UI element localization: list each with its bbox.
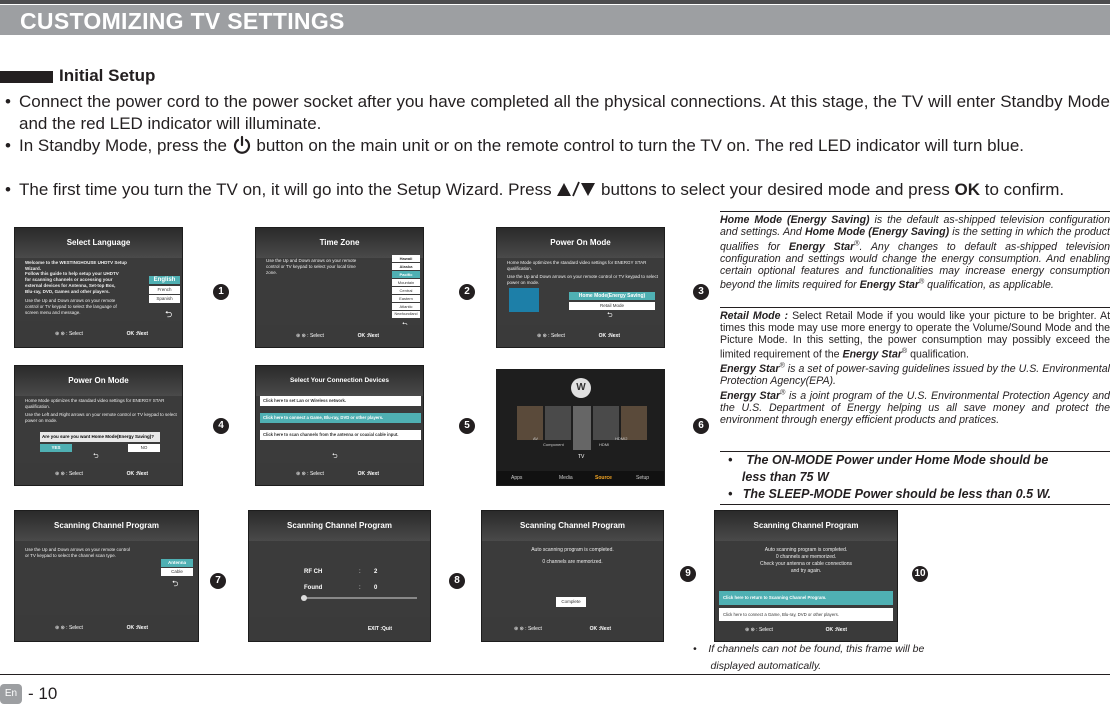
complete-button[interactable]: Complete xyxy=(556,597,586,607)
screen-title: Scanning Channel Program xyxy=(482,511,663,541)
screen-scanning-progress xyxy=(248,510,431,642)
home-menu-bar xyxy=(497,471,664,485)
tz-option[interactable]: Hawaii xyxy=(392,255,420,262)
option-retail-mode[interactable]: Retail Mode xyxy=(569,302,655,310)
screen-footer xyxy=(15,321,182,347)
no-channels-note: • If channels can not be found, this frame will be displayed automatically. xyxy=(693,643,925,672)
tz-option[interactable]: Central xyxy=(392,287,420,294)
header-bar xyxy=(0,5,1110,35)
step-number-9: 9 xyxy=(680,566,696,582)
tz-option[interactable]: Eastern xyxy=(392,295,420,302)
bullet-3 xyxy=(5,179,1110,201)
confirm-question: Are you sure you want Home Mode(Energy Saving)? xyxy=(40,432,160,442)
option-home-mode[interactable]: Home Mode(Energy Saving) xyxy=(569,292,655,300)
tz-option-selected[interactable]: Pacific xyxy=(392,271,420,278)
screen-text: Use the Left and Right arrows on your remote control or TV keypad to select power on mode. xyxy=(25,412,177,423)
screen-scan-no-channels xyxy=(714,510,898,642)
screen-footer: ⊛ ⊛ : Select OK :Next xyxy=(497,325,664,347)
option-network[interactable]: Click here to set Lan or Wireless network. xyxy=(260,396,421,406)
screen-title: Time Zone xyxy=(256,228,423,258)
menu-source[interactable]: Source xyxy=(595,475,612,481)
rf-channel-value: 2 xyxy=(374,569,378,575)
next-hint: OK :Next xyxy=(598,333,620,339)
option-cable[interactable]: Cable xyxy=(161,568,193,576)
source-label-hdmi[interactable]: HDMI xyxy=(599,442,610,447)
screen-power-on-mode-confirm xyxy=(14,365,183,486)
separator: : xyxy=(359,585,361,591)
screen-footer: ⊛ ⊛ : Select OK :Next xyxy=(15,463,182,485)
screen-source-menu xyxy=(496,369,665,486)
tz-option[interactable]: Mountain xyxy=(392,279,420,286)
screen-scan-type xyxy=(14,510,199,642)
source-label-hdmi2[interactable]: HDMI2 xyxy=(615,436,628,441)
screen-title: Scanning Channel Program xyxy=(15,511,198,541)
language-badge: En xyxy=(0,684,22,704)
page-number: - 10 xyxy=(28,684,58,703)
step-number-4: 4 xyxy=(213,418,229,434)
step-number-5: 5 xyxy=(459,418,475,434)
screen-text: Home Mode optimizes the standard video settings for ENERGY STAR qualification. xyxy=(25,398,165,409)
back-icon: ⮌ xyxy=(165,309,173,319)
screen-text: Use the Up and Down arrows on your remote control or TV keypad to select your local time zone. xyxy=(266,258,357,275)
screen-footer: ⊛ ⊛ : Select OK :Next xyxy=(256,463,423,485)
section-title: Initial Setup xyxy=(59,66,156,85)
screen-text: Home Mode optimizes the standard video settings for ENERGY STAR qualification. xyxy=(507,260,647,271)
option-english[interactable]: English xyxy=(149,276,180,284)
screen-connection-devices xyxy=(255,365,424,486)
found-value: 0 xyxy=(374,585,378,591)
bullet-1-text: Connect the power cord to the power socket after you have completed all the physical connections. At this stage, the TV will enter Standby Mode and the red LED indicator will illuminate. xyxy=(19,92,1110,133)
screen-text: Follow this guide to help setup your UHDTV for scanning channels or accessing your external devices for Antenna, Set-top Box, Blu-ray, DVD, Games and other players. xyxy=(25,271,119,294)
screen-power-on-mode xyxy=(496,227,665,348)
screen-time-zone xyxy=(255,227,424,348)
menu-apps[interactable]: Apps xyxy=(511,475,523,481)
top-rule xyxy=(0,0,1110,4)
bullet-2-text: In Standby Mode, press the button on the main unit or on the remote control to turn the TV on. The red LED indicator will turn blue. xyxy=(19,136,1025,155)
screen-select-language xyxy=(14,227,183,348)
bullet-3-text: The first time you turn the TV on, it will go into the Setup Wizard. Press buttons to select your desired mode and press OK to confirm. xyxy=(19,180,1065,199)
step-number-6: 6 xyxy=(693,418,709,434)
screen-text: Use the Up and Down arrows on your remote control or TV keypad to select the channel scan type. xyxy=(25,547,131,558)
source-card xyxy=(593,406,619,440)
footer-rule xyxy=(0,674,1110,675)
next-hint: OK :Next xyxy=(357,471,379,477)
scan-result-text: Auto scanning program is completed. 0 channels are memorized. Check your antenna or cable connections and try again. xyxy=(759,547,852,574)
source-label-tv[interactable]: TV xyxy=(578,454,585,460)
screen-title: Power On Mode xyxy=(497,228,664,258)
option-french[interactable]: French xyxy=(149,286,180,294)
screen-title: Select Language xyxy=(15,228,182,258)
scan-status: Auto scanning program is completed. xyxy=(531,547,614,553)
screen-scan-complete xyxy=(481,510,664,642)
tz-option[interactable]: Alaska xyxy=(392,263,420,270)
tz-option[interactable]: Newfoundland xyxy=(392,311,420,318)
back-icon: ⮌ xyxy=(172,579,179,588)
page-title: CUSTOMIZING TV SETTINGS xyxy=(20,8,345,34)
step-number-3: 3 xyxy=(693,284,709,300)
screen-footer: ⊛ ⊛ : Select OK :Next xyxy=(256,325,423,347)
yes-button[interactable]: YES xyxy=(40,444,72,452)
screen-footer: ⊛ ⊛ : Select OK :Next xyxy=(15,615,198,641)
step-number-2: 2 xyxy=(459,284,475,300)
brand-logo: W xyxy=(571,378,591,398)
separator: : xyxy=(359,569,361,575)
next-hint: OK :Next xyxy=(825,627,847,633)
bullet-dot: • xyxy=(5,136,11,155)
screen-title: Select Your Connection Devices xyxy=(256,366,423,396)
back-icon: ⮌ xyxy=(332,453,338,460)
screen-footer xyxy=(249,617,430,641)
option-return-scan[interactable]: Click here to return to Scanning Channel Program. xyxy=(719,591,893,605)
screen-footer: ⊛ ⊛ : Select OK :Next xyxy=(715,621,897,641)
option-scan-channels[interactable]: Click here to scan channels from the antenna or coaxial cable input. xyxy=(260,430,421,440)
next-hint: OK :Next xyxy=(357,333,379,339)
source-card xyxy=(517,406,543,440)
quit-hint: EXIT :Quit xyxy=(367,626,392,632)
screen-text: Use the Up and Down arrows on your remote control or TV keypad to select the language of screen menu and message. xyxy=(25,298,117,315)
bullet-2 xyxy=(5,135,1110,157)
screen-footer: ⊛ ⊛ : Select OK :Next xyxy=(482,617,663,641)
screen-title: Scanning Channel Program xyxy=(249,511,430,541)
retail-mode-text: Retail Mode : Select Retail Mode if you would like your picture to be brighter. At times this mode may use more energy to operate the Volume/Sound Mode and the Picture Mode. In this setting, the power consumption may possibly exceed the limited requirement of the Energy Star® qualification. Energy Star® is a set of power-saving guidelines issued by the U.S. Environmental Protection Agency(EPA). Energy Star® is a joint program of the U.S. Environmental Protection Agency and the U.S. Department of Energy helping us all save money and protect the environment through energy efficient products and pratices. xyxy=(720,310,1110,426)
back-icon: ⮌ xyxy=(607,312,613,319)
found-label: Found xyxy=(304,585,323,591)
next-hint: OK :Next xyxy=(126,625,148,631)
step-number-7: 7 xyxy=(210,573,226,589)
energy-star-logo xyxy=(509,288,539,312)
source-label-av[interactable]: AV xyxy=(533,436,539,441)
source-label-component[interactable]: Component xyxy=(543,442,564,447)
panel-rule xyxy=(720,504,1110,505)
power-note-1: • The ON-MODE Power under Home Mode should be less than 75 W xyxy=(728,453,1049,484)
next-hint: OK :Next xyxy=(126,471,148,477)
panel-rule xyxy=(720,211,1110,212)
source-card xyxy=(573,406,591,450)
back-icon: ⮌ xyxy=(93,453,99,460)
tz-option[interactable]: Atlantic xyxy=(392,303,420,310)
option-devices[interactable]: Click here to connect a Game, Blu-ray, DVD or other players. xyxy=(260,413,421,423)
bullet-1 xyxy=(5,91,1110,135)
source-card xyxy=(621,406,647,440)
bullet-dot: • xyxy=(5,92,11,111)
screen-title: Power On Mode xyxy=(15,366,182,396)
rf-channel-label: RF CH xyxy=(304,569,323,575)
section-marker xyxy=(0,71,53,83)
screen-text: Use the Up and Down arrows on your remote control or TV keypad to select power on mode. xyxy=(507,274,658,285)
menu-setup[interactable]: Setup xyxy=(636,475,650,481)
home-mode-text: Home Mode (Energy Saving) is the default as-shipped television configuration and settings. And Home Mode (Energy Saving) is the setting in which the product qualifies for Energy Star®. Any changes to default as-shipped television configuration and settings would change the energy consumption. And enabling certain optional features and functionalities may increase energy consumption beyond the limits required for Energy Star® qualification, as applicable. xyxy=(720,214,1110,292)
option-spanish[interactable]: Spanish xyxy=(149,295,180,303)
channels-memorized: 0 channels are memorized. xyxy=(542,559,603,565)
no-button[interactable]: NO xyxy=(128,444,160,452)
menu-media[interactable]: Media xyxy=(559,475,573,481)
step-number-10: 10 xyxy=(912,566,928,582)
power-icon xyxy=(232,135,252,155)
option-antenna[interactable]: Antenna xyxy=(161,559,193,567)
screen-text: Welcome to the WESTINGHOUSE UHDTV Setup Wizard. xyxy=(25,260,127,271)
power-note-2: • The SLEEP-MODE Power should be less than 0.5 W. xyxy=(728,487,1051,501)
bullet-dot: • xyxy=(5,180,11,199)
option-connect-devices[interactable]: Click here to connect a Game, Blu-ray, DVD or other players. xyxy=(719,608,893,622)
step-number-8: 8 xyxy=(449,573,465,589)
panel-rule xyxy=(720,307,1110,308)
next-hint: OK :Next xyxy=(126,331,148,337)
screen-title: Scanning Channel Program xyxy=(715,511,897,541)
source-card xyxy=(545,406,571,440)
scan-progress-bar xyxy=(301,597,417,599)
select-hint: ⊛ ⊛ : Select xyxy=(55,331,83,337)
up-down-arrow-icon xyxy=(556,181,596,197)
next-hint: OK :Next xyxy=(589,626,611,632)
step-number-1: 1 xyxy=(213,284,229,300)
